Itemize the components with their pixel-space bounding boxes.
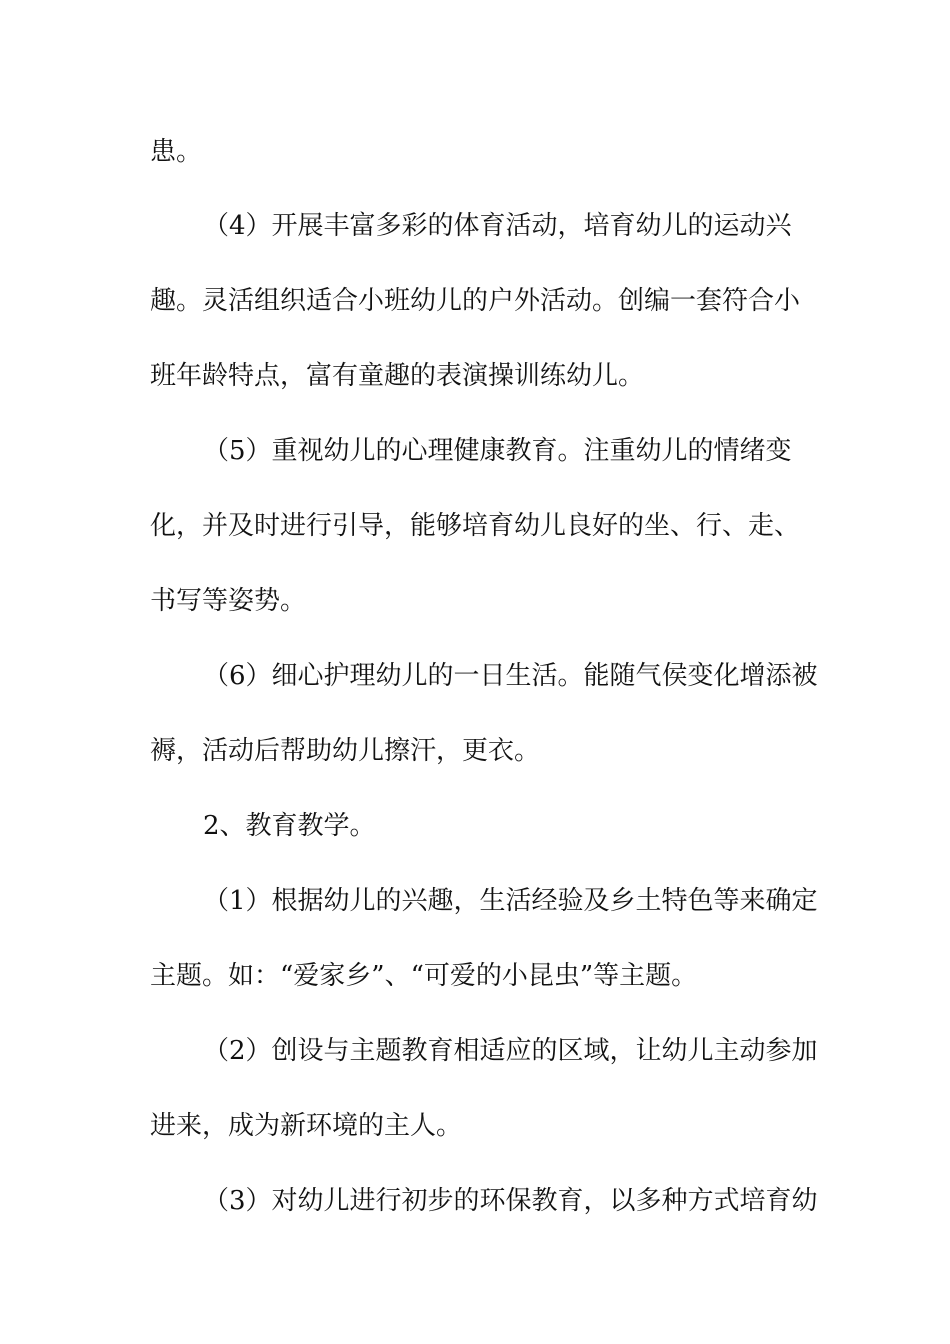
paragraph-first-line: （3）对幼儿进行初步的环保教育，以多种方式培育幼 bbox=[203, 1186, 818, 1216]
text-line: 患。 bbox=[150, 137, 203, 167]
paragraph-first-line: （4）开展丰富多彩的体育活动，培育幼儿的运动兴 bbox=[203, 211, 792, 241]
paragraph-first-line: （2）创设与主题教育相适应的区域，让幼儿主动参加 bbox=[203, 1036, 818, 1066]
paragraph-first-line: （1）根据幼儿的兴趣，生活经验及乡土特色等来确定 bbox=[203, 886, 818, 916]
section-heading: 2、教育教学。 bbox=[203, 811, 376, 841]
text-line: 进来，成为新环境的主人。 bbox=[150, 1111, 463, 1141]
paragraph-first-line: （6）细心护理幼儿的一日生活。能随气侯变化增添被 bbox=[203, 661, 818, 691]
text-line: 化，并及时进行引导，能够培育幼儿良好的坐、行、走、 bbox=[150, 511, 801, 541]
text-line: 班年龄特点，富有童趣的表演操训练幼儿。 bbox=[150, 361, 645, 391]
text-line: 主题。如：“爱家乡”、“可爱的小昆虫”等主题。 bbox=[150, 961, 698, 991]
text-line: 书写等姿势。 bbox=[150, 586, 307, 616]
text-line: 褥，活动后帮助幼儿擦汗，更衣。 bbox=[150, 736, 541, 766]
paragraph-first-line: （5）重视幼儿的心理健康教育。注重幼儿的情绪变 bbox=[203, 436, 792, 466]
text-line: 趣。灵活组织适合小班幼儿的户外活动。创编一套符合小 bbox=[150, 286, 801, 316]
